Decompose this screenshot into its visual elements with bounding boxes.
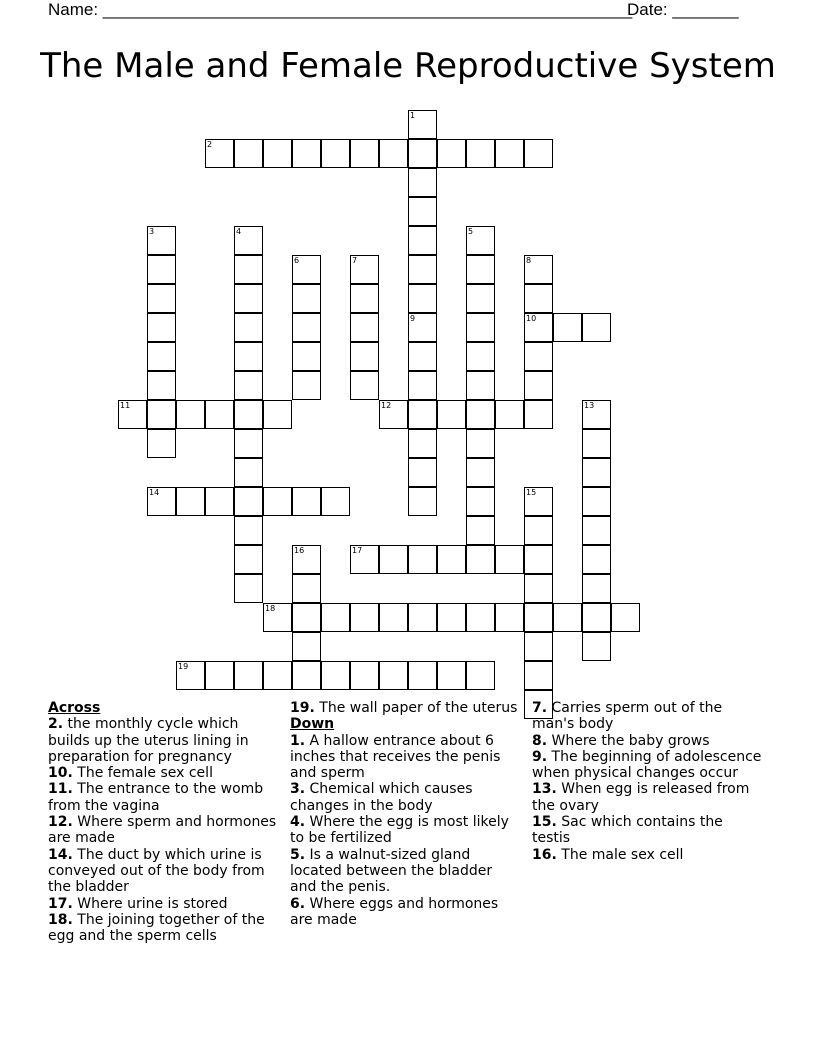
clue-number: 2 (207, 140, 213, 149)
clues-column-3 (532, 700, 764, 863)
clue-down-6: 6. Where eggs and hormones are made (290, 895, 499, 928)
grid-cell[interactable] (582, 574, 611, 603)
clue-number: 16 (294, 546, 305, 555)
grid-cell[interactable] (524, 371, 553, 400)
grid-cell[interactable] (234, 371, 263, 400)
grid-cell[interactable] (524, 255, 553, 284)
grid-cell[interactable] (408, 255, 437, 284)
clue-number: 11 (120, 401, 131, 410)
clue-across-12: 12. Where sperm and hormones are made (48, 814, 277, 847)
grid-cell[interactable] (263, 603, 292, 632)
clue-number: 7 (352, 256, 358, 265)
clue-down-8: 8. Where the baby grows (532, 732, 710, 749)
clue-number: 18 (265, 604, 276, 613)
clue-down-13: 13. When egg is released from the ovary (532, 781, 750, 814)
grid-cell[interactable] (234, 574, 263, 603)
grid-cell[interactable] (466, 255, 495, 284)
grid-cell[interactable] (408, 458, 437, 487)
grid-cell[interactable] (582, 313, 611, 342)
across-heading: Across (48, 700, 101, 716)
down-heading: Down (290, 716, 335, 733)
grid-cell[interactable] (437, 603, 466, 632)
clue-number: 12 (381, 401, 392, 410)
clue-down-1: 1. A hallow entrance about 6 inches that receives the penis and sperm (290, 732, 501, 782)
grid-cell[interactable] (524, 313, 553, 342)
name-line: Name: ________________________________________________________ (48, 0, 633, 19)
clue-number: 19 (178, 662, 189, 671)
grid-cell[interactable] (147, 371, 176, 400)
grid-cell[interactable] (466, 661, 495, 690)
grid-cell[interactable] (263, 487, 292, 516)
grid-cell[interactable] (234, 400, 263, 429)
clue-number: 17 (352, 546, 363, 555)
grid-cell[interactable] (524, 139, 553, 168)
grid-cell[interactable] (495, 545, 524, 574)
grid-cell[interactable] (582, 400, 611, 429)
grid-cell[interactable] (147, 487, 176, 516)
grid-cell[interactable] (582, 487, 611, 516)
clue-down-3: 3. Chemical which causes changes in the body (290, 781, 473, 814)
grid-cell[interactable] (234, 226, 263, 255)
grid-cell[interactable] (234, 487, 263, 516)
grid-cell[interactable] (205, 661, 234, 690)
grid-cell[interactable] (466, 342, 495, 371)
clues-column-1 (48, 700, 280, 944)
grid-cell[interactable] (466, 226, 495, 255)
grid-cell[interactable] (321, 661, 350, 690)
grid-cell[interactable] (234, 139, 263, 168)
grid-cell[interactable] (524, 400, 553, 429)
clue-number: 8 (526, 256, 532, 265)
grid-cell[interactable] (147, 342, 176, 371)
grid-cell[interactable] (263, 139, 292, 168)
grid-cell[interactable] (350, 255, 379, 284)
clue-number: 10 (526, 314, 537, 323)
grid-cell[interactable] (466, 139, 495, 168)
grid-cell[interactable] (495, 139, 524, 168)
grid-cell[interactable] (466, 371, 495, 400)
grid-cell[interactable] (466, 545, 495, 574)
grid-cell[interactable] (147, 313, 176, 342)
grid-cell[interactable] (350, 545, 379, 574)
grid-cell[interactable] (408, 284, 437, 313)
grid-cell[interactable] (176, 661, 205, 690)
clue-down-7: 7. Carries sperm out of the man's body (532, 700, 723, 733)
clue-across-18: 18. The joining together of the egg and the sperm cells (48, 911, 265, 945)
grid-cell[interactable] (234, 429, 263, 458)
grid-cell[interactable] (437, 545, 466, 574)
clue-number: 4 (236, 227, 242, 236)
grid-cell[interactable] (234, 255, 263, 284)
grid-cell[interactable] (466, 487, 495, 516)
grid-cell[interactable] (292, 139, 321, 168)
grid-cell[interactable] (466, 458, 495, 487)
grid-cell[interactable] (292, 284, 321, 313)
clue-across-11: 11. The entrance to the womb from the vagina (48, 781, 264, 814)
grid-cell[interactable] (437, 400, 466, 429)
grid-cell[interactable] (437, 661, 466, 690)
grid-cell[interactable] (437, 139, 466, 168)
grid-cell[interactable] (292, 342, 321, 371)
grid-cell[interactable] (524, 632, 553, 661)
grid-cell[interactable] (408, 545, 437, 574)
grid-cell[interactable] (292, 371, 321, 400)
grid-cell[interactable] (524, 284, 553, 313)
grid-cell[interactable] (234, 342, 263, 371)
grid-cell[interactable] (553, 603, 582, 632)
grid-cell[interactable] (408, 110, 437, 139)
clues-column-2 (290, 700, 522, 928)
grid-cell[interactable] (582, 458, 611, 487)
grid-cell[interactable] (321, 603, 350, 632)
grid-cell[interactable] (553, 313, 582, 342)
grid-cell[interactable] (582, 603, 611, 632)
grid-cell[interactable] (408, 429, 437, 458)
clue-number: 9 (410, 314, 416, 323)
grid-cell[interactable] (466, 313, 495, 342)
grid-cell[interactable] (379, 139, 408, 168)
grid-cell[interactable] (408, 371, 437, 400)
grid-cell[interactable] (234, 458, 263, 487)
grid-cell[interactable] (292, 574, 321, 603)
grid-cell[interactable] (524, 516, 553, 545)
clue-number: 1 (410, 111, 416, 120)
grid-cell[interactable] (263, 661, 292, 690)
clue-down-4: 4. Where the egg is most likely to be fertilized (290, 814, 509, 847)
grid-cell[interactable] (524, 574, 553, 603)
grid-cell[interactable] (524, 661, 553, 690)
grid-cell[interactable] (350, 313, 379, 342)
clue-across-10: 10. The female sex cell (48, 765, 213, 782)
clue-number: 13 (584, 401, 595, 410)
grid-cell[interactable] (408, 139, 437, 168)
grid-cell[interactable] (408, 168, 437, 197)
clue-across-14: 14. The duct by which urine is conveyed out of the body from the bladder (48, 846, 265, 896)
clue-number: 6 (294, 256, 300, 265)
grid-cell[interactable] (379, 400, 408, 429)
grid-cell[interactable] (379, 661, 408, 690)
grid-cell[interactable] (205, 139, 234, 168)
date-line: Date: _______ (627, 0, 739, 19)
grid-cell[interactable] (582, 429, 611, 458)
grid-cell[interactable] (292, 255, 321, 284)
grid-cell[interactable] (495, 400, 524, 429)
clue-number: 3 (149, 227, 155, 236)
clue-number: 15 (526, 488, 537, 497)
grid-cell[interactable] (408, 313, 437, 342)
grid-cell[interactable] (582, 632, 611, 661)
grid-cell[interactable] (321, 139, 350, 168)
grid-cell[interactable] (234, 661, 263, 690)
grid-cell[interactable] (582, 516, 611, 545)
grid-cell[interactable] (321, 487, 350, 516)
grid-cell[interactable] (263, 400, 292, 429)
grid-cell[interactable] (466, 603, 495, 632)
page-title: The Male and Female Reproductive System (40, 46, 776, 86)
grid-cell[interactable] (524, 487, 553, 516)
clue-number: 5 (468, 227, 474, 236)
grid-cell[interactable] (408, 226, 437, 255)
grid-cell[interactable] (292, 487, 321, 516)
grid-cell[interactable] (524, 545, 553, 574)
grid-cell[interactable] (118, 400, 147, 429)
grid-cell[interactable] (147, 284, 176, 313)
grid-cell[interactable] (292, 661, 321, 690)
grid-cell[interactable] (466, 429, 495, 458)
grid-cell[interactable] (234, 284, 263, 313)
grid-cell[interactable] (176, 487, 205, 516)
clue-across-17: 17. Where urine is stored (48, 895, 228, 912)
grid-cell[interactable] (408, 603, 437, 632)
grid-cell[interactable] (611, 603, 640, 632)
clue-down-5: 5. Is a walnut-sized gland located between the bladder and the penis. (290, 846, 493, 896)
clue-number: 14 (149, 488, 160, 497)
grid-cell[interactable] (408, 197, 437, 226)
grid-cell[interactable] (176, 400, 205, 429)
grid-cell[interactable] (350, 342, 379, 371)
grid-cell[interactable] (147, 429, 176, 458)
clue-down-16: 16. The male sex cell (532, 846, 684, 863)
grid-cell[interactable] (205, 487, 234, 516)
grid-cell[interactable] (234, 545, 263, 574)
clue-down-9: 9. The beginning of adolescence when physical changes occur (532, 748, 762, 782)
grid-cell[interactable] (147, 400, 176, 429)
grid-cell[interactable] (292, 632, 321, 661)
clue-across-19: 19. The wall paper of the uterus (290, 700, 518, 716)
grid-cell[interactable] (205, 400, 234, 429)
clue-across-2: 2. the monthly cycle which builds up the uterus lining in preparation for pregnancy (48, 716, 249, 765)
grid-cell[interactable] (408, 487, 437, 516)
grid-cell[interactable] (147, 255, 176, 284)
grid-cell[interactable] (234, 516, 263, 545)
grid-cell[interactable] (234, 313, 263, 342)
grid-cell[interactable] (292, 313, 321, 342)
grid-cell[interactable] (466, 284, 495, 313)
grid-cell[interactable] (379, 545, 408, 574)
grid-cell[interactable] (466, 400, 495, 429)
grid-cell[interactable] (292, 603, 321, 632)
clue-down-15: 15. Sac which contains the testis (532, 814, 723, 847)
grid-cell[interactable] (350, 139, 379, 168)
grid-cell[interactable] (408, 661, 437, 690)
grid-cell[interactable] (408, 342, 437, 371)
grid-cell[interactable] (147, 226, 176, 255)
grid-cell[interactable] (582, 545, 611, 574)
grid-cell[interactable] (292, 545, 321, 574)
grid-cell[interactable] (379, 603, 408, 632)
grid-cell[interactable] (350, 603, 379, 632)
grid-cell[interactable] (350, 284, 379, 313)
grid-cell[interactable] (466, 516, 495, 545)
grid-cell[interactable] (350, 371, 379, 400)
grid-cell[interactable] (524, 342, 553, 371)
grid-cell[interactable] (495, 603, 524, 632)
grid-cell[interactable] (350, 661, 379, 690)
grid-cell[interactable] (524, 603, 553, 632)
grid-cell[interactable] (408, 400, 437, 429)
